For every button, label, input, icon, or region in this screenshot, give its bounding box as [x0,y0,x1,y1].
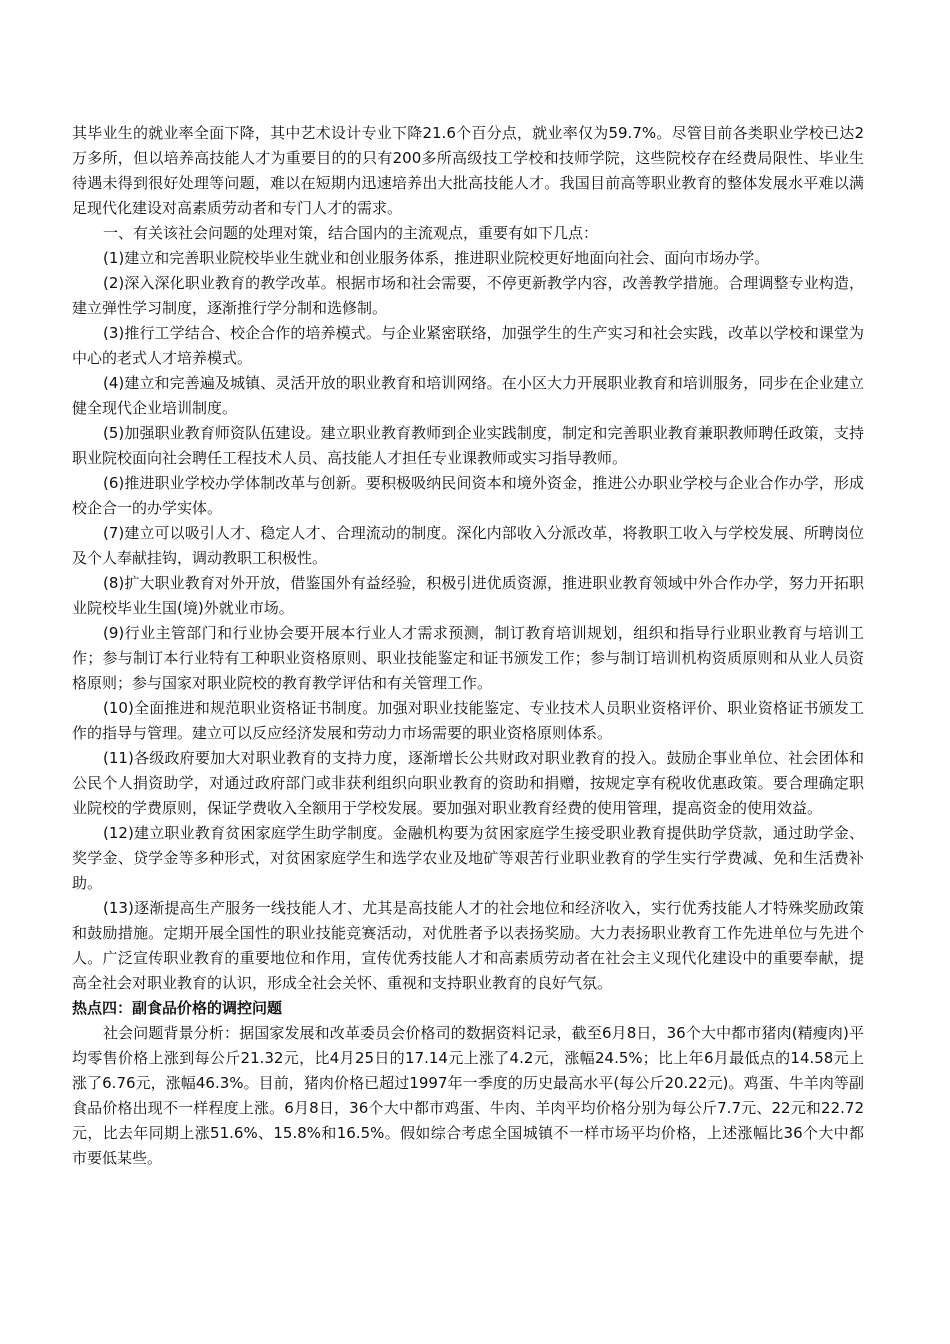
background-paragraph: 社会问题背景分析：据国家发展和改革委员会价格司的数据资料记录，截至6月8日，36个大中都市猪肉(精瘦肉)平均零售价格上涨到每公斤21.32元，比4月25日的17.14元上涨了4.2元，涨幅24.5%；比上年6月最低点的14.58元上涨了6.76元，涨幅46.3%。目前，猪肉价格已超过1997年一季度的历史最高水平(每公斤20.22元)。鸡蛋、牛羊肉等副食品价格出现不一样程度上涨。6月8日，36个大中都市鸡蛋、牛肉、羊肉平均价格分别为每公斤7.7元、22元和22.72元，比去年同期上涨51.6%、15.8%和16.5%。假如综合考虑全国城镇不一样市场平均价格，上述涨幅比36个大中都市要低某些。 [72,1024,864,1167]
intro-paragraph: 其毕业生的就业率全面下降，其中艺术设计专业下降21.6个百分点，就业率仅为59.7%。尽管目前各类职业学校已达2万多所，但以培养高技能人才为重要目的的只有200多所高级技工学校和技师学院，这些院校存在经费局限性、毕业生待遇未得到很好处理等问题，难以在短期内迅速培养出大批高技能人才。我国目前高等职业教育的整体发展水平难以满足现代化建设对高素质劳动者和专门人才的需求。 [72,124,864,217]
measure-item-5: (5)加强职业教育师资队伍建设。建立职业教育教师到企业实践制度，制定和完善职业教育兼职教师聘任政策，支持职业院校面向社会聘任工程技术人员、高技能人才担任专业课教师或实习指导教师。 [72,424,864,467]
document-page [72,121,864,1171]
measure-item-12: (12)建立职业教育贫困家庭学生助学制度。金融机构要为贫困家庭学生接受职业教育提供助学贷款，通过助学金、奖学金、贷学金等多种形式，对贫困家庭学生和选学农业及地矿等艰苦行业职业教育的学生实行学费减、免和生活费补助。 [72,824,864,892]
measure-item-7: (7)建立可以吸引人才、稳定人才、合理流动的制度。深化内部收入分派改革，将教职工收入与学校发展、所聘岗位及个人奉献挂钩，调动教职工积极性。 [72,524,864,567]
measure-item-9: (9)行业主管部门和行业协会要开展本行业人才需求预测，制订教育培训规划，组织和指导行业职业教育与培训工作；参与制订本行业特有工种职业资格原则、职业技能鉴定和证书颁发工作；参与制订培训机构资质原则和从业人员资格原则；参与国家对职业院校的教育教学评估和有关管理工作。 [72,624,864,692]
measure-item-11: (11)各级政府要加大对职业教育的支持力度，逐渐增长公共财政对职业教育的投入。鼓励企事业单位、社会团体和公民个人捐资助学，对通过政府部门或非获利组织向职业教育的资助和捐赠，按规定享有税收优惠政策。要合理确定职业院校的学费原则，保证学费收入全额用于学校发展。要加强对职业教育经费的使用管理，提高资金的使用效益。 [72,749,864,817]
measure-item-10: (10)全面推进和规范职业资格证书制度。加强对职业技能鉴定、专业技术人员职业资格评价、职业资格证书颁发工作的指导与管理。建立可以反应经济发展和劳动力市场需要的职业资格原则体系。 [72,699,864,742]
section-heading: 热点四：副食品价格的调控问题 [72,999,283,1017]
measure-item-8: (8)扩大职业教育对外开放，借鉴国外有益经验，积极引进优质资源，推进职业教育领域中外合作办学，努力开拓职业院校毕业生国(境)外就业市场。 [72,574,864,617]
measure-item-6: (6)推进职业学校办学体制改革与创新。要积极吸纳民间资本和境外资金，推进公办职业学校与企业合作办学，形成校企合一的办学实体。 [72,474,864,517]
measure-item-2: (2)深入深化职业教育的教学改革。根据市场和社会需要，不停更新教学内容，改善教学措施。合理调整专业构造，建立弹性学习制度，逐渐推行学分制和选修制。 [72,274,864,317]
measure-item-4: (4)建立和完善遍及城镇、灵活开放的职业教育和培训网络。在小区大力开展职业教育和培训服务，同步在企业建立健全现代企业培训制度。 [72,374,864,417]
measure-item-1: (1)建立和完善职业院校毕业生就业和创业服务体系，推进职业院校更好地面向社会、面向市场办学。 [103,249,770,267]
measure-item-3: (3)推行工学结合、校企合作的培养模式。与企业紧密联络，加强学生的生产实习和社会实践，改革以学校和课堂为中心的老式人才培养模式。 [72,324,864,367]
measure-item-13: (13)逐渐提高生产服务一线技能人才、尤其是高技能人才的社会地位和经济收入，实行优秀技能人才特殊奖励政策和鼓励措施。定期开展全国性的职业技能竞赛活动，对优胜者予以表扬奖励。大力表扬职业教育工作先进单位与先进个人。广泛宣传职业教育的重要地位和作用，宣传优秀技能人才和高素质劳动者在社会主义现代化建设中的重要奉献，提高全社会对职业教育的认识，形成全社会关怀、重视和支持职业教育的良好气氛。 [72,899,864,992]
measures-intro: 一、有关该社会问题的处理对策，结合国内的主流观点，重要有如下几点： [103,224,599,242]
